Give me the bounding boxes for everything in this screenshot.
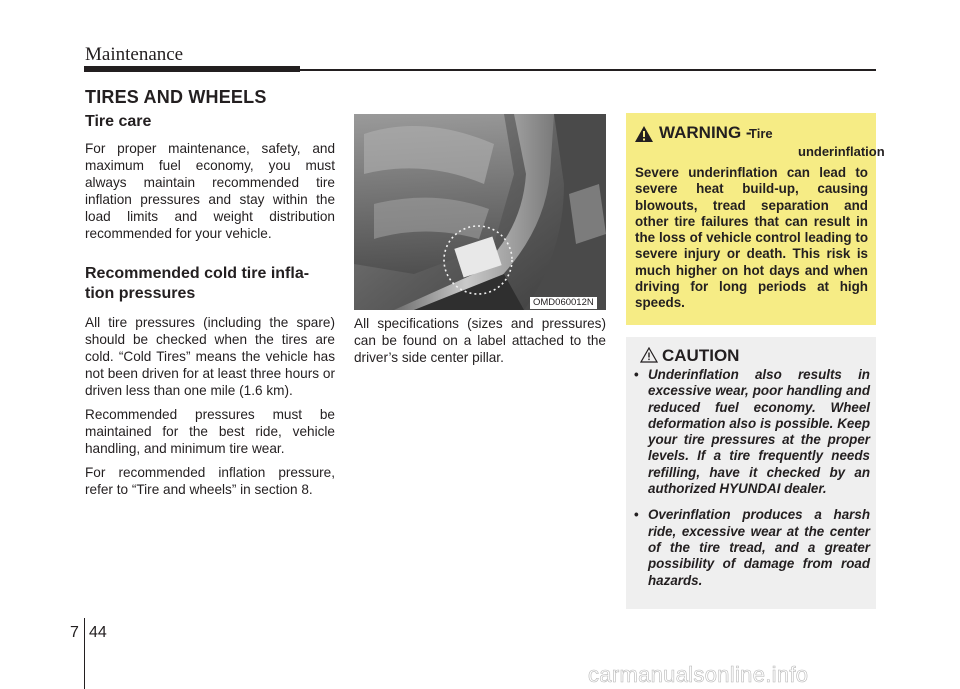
warning-label: WARNING - [659,123,752,142]
page-header-title: Maintenance [85,44,184,65]
caution-triangle-icon [640,347,658,363]
cold-pressure-paragraph-3: For recommended inflation pressure, refer to “Tire and wheels” in section 8. [85,465,335,497]
caution-item-overinflation [634,507,870,588]
door-pillar-photo [354,114,606,310]
footer-chapter-number: 7 [70,624,79,641]
caution-header [640,346,860,368]
caution-list [634,367,870,589]
section-title: TIRES AND WHEELS [85,87,267,107]
warning-box [626,113,885,325]
warning-subtitle-line1: Tire [749,126,773,141]
bullet: • [634,367,639,382]
tire-care-heading: Tire care [85,113,152,130]
figure-caption: All specifications (sizes and pressures) can be found on a label attached to the driver’s side center pillar. [354,316,606,365]
caution-label: CAUTION [662,346,740,365]
cold-pressure-paragraph-1: All tire pressures (including the spare) should be checked when the tires are cold. “Cold Tires” means the vehicle has not been driven for at least three hours or driven less than one mile (1.6 km). [85,315,335,398]
cold-pressure-heading [85,264,335,304]
caution-item-text: Overinflation produces a harsh ride, excessive wear at the center of the tire tread, and a greater possibility of damage from road hazards. [648,507,870,588]
watermark: carmanualsonline.info [588,662,809,687]
header-rule-thick [84,66,300,72]
text-column [85,110,335,498]
footer-page-number: 44 [89,624,107,641]
header-rule-thin [300,69,876,71]
caution-item-text: Underinflation also results in excessive wear, poor handling and reduced fuel economy. Wheel deformation also is possible. Keep your tire pressures at the proper levels. If a tire frequently needs refilling, have it checked by an authorized HYUNDAI dealer. [648,367,870,497]
footer-divider [84,618,85,689]
figure-code: OMD060012N [530,297,597,309]
warning-triangle-icon [634,125,654,143]
warning-body: Severe underinflation can lead to severe heat build-up, causing blowouts, tread separation and other tire failures that can result in the loss of vehicle control leading to severe injury or death. This risk is much higher on hot days and when driving for long periods at high speeds. [635,165,868,311]
caution-item-underinflation [634,367,870,497]
door-pillar-illustration [354,114,606,310]
cold-pressure-heading-line2: tion pressures [85,285,196,302]
cold-pressure-heading-line1: Recommended cold tire infla- [85,265,310,282]
caution-box [626,337,876,609]
tire-care-body: For proper maintenance, safety, and maximum fuel economy, you must always maintain recommended tire inflation pressures and stay within the load limits and weight distribution recommended for your vehicle. [85,141,335,241]
bullet: • [634,507,639,523]
cold-pressure-paragraph-2: Recommended pressures must be maintained for the best ride, vehicle handling, and minimum tire wear. [85,407,335,456]
warning-subtitle-line2: underinflation [798,144,885,159]
